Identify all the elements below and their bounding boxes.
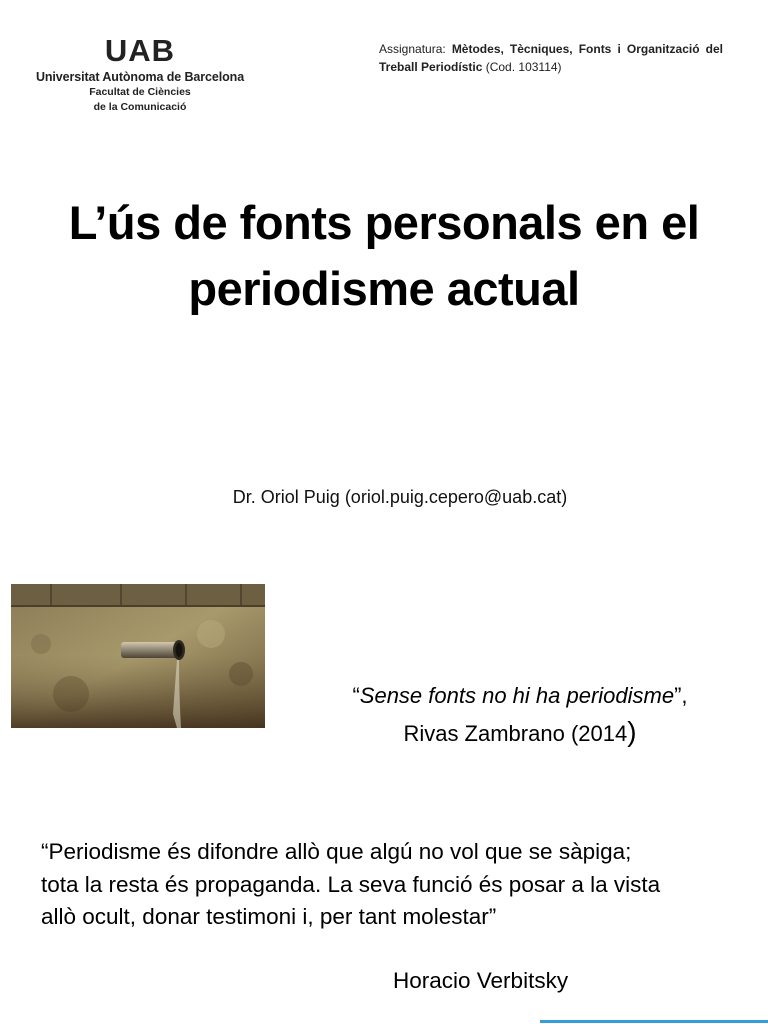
faculty-name-line1: Facultat de Ciències [89, 86, 191, 98]
quote-verbitsky-text: “Periodisme és difondre allò que algú no vol que se sàpiga; tota la resta és propaganda. La seva funció és posar a la vista allò ocult, donar testimoni i, per tant molestar” [41, 839, 661, 929]
university-name: Universitat Autònoma de Barcelona [35, 70, 245, 84]
uab-logo [30, 33, 250, 114]
logo-letters: UAB [104, 33, 176, 68]
accent-line [540, 1020, 768, 1023]
subject-info [379, 40, 723, 76]
quote-rivas-text: “Sense fonts no hi ha periodisme”, [352, 683, 688, 708]
quote-rivas-attribution: Rivas Zambrano (2014) [403, 716, 637, 747]
title-line-2: periodisme actual [188, 262, 580, 315]
quote-rivas [300, 678, 740, 752]
quote-verbitsky-author: Horacio Verbitsky [393, 968, 569, 993]
faculty-name-line2: de la Comunicació [93, 101, 187, 113]
page-title [20, 190, 748, 322]
author-line: Dr. Oriol Puig (oriol.puig.cepero@uab.cat) [232, 487, 568, 507]
subject-prefix: Assignatura: [379, 42, 446, 56]
water-spout-photo [11, 584, 265, 728]
subject-code: (Cod. 103114) [485, 60, 562, 74]
title-line-1: L’ús de fonts personals en el [68, 196, 700, 249]
subject-name: Mètodes, Tècniques, Fonts i Organització del Treball Periodístic [379, 42, 724, 74]
